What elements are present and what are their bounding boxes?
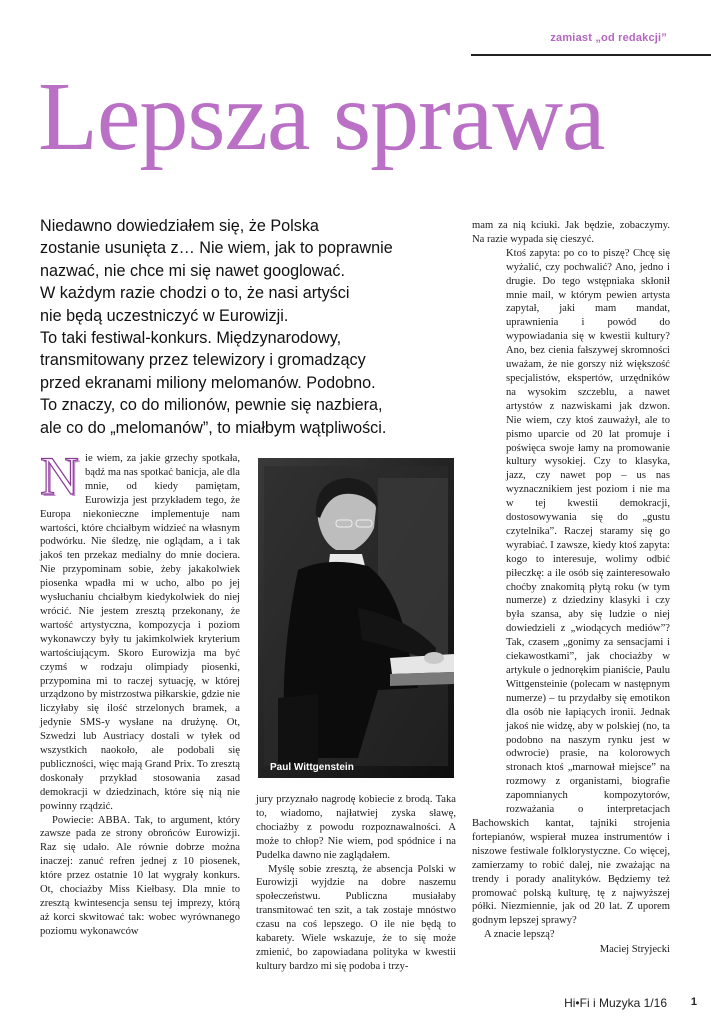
paragraph: jury przyznało nagrodę kobiecie z brodą. Taka to, wiadomo, najłatwiej zyska sławę, chociażby z powodu rozpoznawalności. A może to chłop? Nie wiem, pod spódnice i na Pudelka dawno nie zaglądałem. [256,794,456,861]
header-rule [471,54,711,56]
magazine-issue-footer: Hi•Fi i Muzyka 1/16 [564,996,667,1010]
lead-line: To znaczy, co do milionów, pewnie się nazbiera, [40,396,383,415]
lead-line: Niedawno dowiedziałem się, że Polska [40,217,319,235]
section-label: zamiast „od redakcji” [550,32,667,44]
lead-line: przed ekranami miliony melomanów. Podobno. [40,373,376,392]
lead-line: ale co do „melomanów”, to miałbym wątpliwości. [40,418,387,437]
lead-line: zostanie usunięta z… Nie wiem, jak to poprawnie [40,239,393,258]
paragraph: Myślę sobie zresztą, że absencja Polski w Eurowizji wyjdzie na dobre naszemu społeczeństwu. Publiczna musiałaby transmitować ten szit, a tak zostaje mnóstwo czasu na coś lepszego. O ile nie będą to kabarety. Wiele wskazuje, że to się może zmienić, bo zapowiadana polityka w kwestii kultury bardzo mi się podoba i trzy- [256,863,456,972]
paragraph-text: ie wiem, za jakie grzechy spotkała, bądź ma nas spotkać banicja, ale dla mnie, od kiedy pamiętam, Eurowizja jest przykładem tego, że Europa niekonieczne implementuje nam wartości, które chciałbym widzieć na własnym podwórku. Nie śledzę, nie oglądam, a i tak jakoś ten przekaz medialny do mnie dociera. Nie przypominam sobie, żeby jakakolwiek piosenka wpadła mi w ucho, albo po jej wysłuchaniu chciałbym kiedykolwiek do niej wrócić. Nie jestem zresztą przekonany, że wartość artystyczna, kompozycja i poziom wykonawczy były tu jakimkolwiek kryterium wartościującym. Skoro Eurowizja ma być czymś w rodzaju olimpiady piosenki, przypomina mi to raczej sytuację, w której urządzono by mistrzostwa piłkarskie, gdzie nie liczyłaby się ilość strzelonych bramek, a jedynie SMS-y wysłane na drużynę. Ot, Szwedzi lub Austriacy dostali w tyłek od wszystkich naokoło, ale podobali się publiczności, więc mają Grand Prix. To zresztą doskonały przykład stosowania zasad demokracji w dziedzinach, które się nią nie powinny rządzić. [40,453,240,812]
paragraph: A znacie lepszą? [484,929,555,941]
article-column-2 [256,793,456,974]
photo-paul-wittgenstein [258,458,454,778]
lead-line: W każdym razie chodzi o to, że nasi artyści [40,284,350,303]
paragraph: mam za nią kciuki. Jak będzie, zobaczymy. Na razie wypada się cieszyć. [472,220,670,245]
paragraph: Powiecie: ABBA. Tak, to argument, który zawsze pada ze strony obrońców Eurowizji. Raz się udało. Ale równie dobrze można inaczej: zanuć refren jednej z 10 piosenek, które przez ostatnie 10 lat wygrały konkurs. Ot, chociażby Miss Kiełbasy. Dla mnie to zresztą kwintesencja sensu tej imprezy, którą aż korci skwitować tak: wobec wyrównanego poziomu wykonawców [40,814,240,937]
paragraph: Ktoś zapyta: po co to piszę? Chcę się wyżalić, czy pochwalić? Ano, jedno i drugie. Do tego wstępniaka skłonił mnie mail, w którym pewien artysta zapytał, jaki mam mandat, uprawnienia i powód do wypowiadania się w kwestii kultury? Ano, bez cienia fałszywej skromności uważam, że nie gorszy niż większość specjalistów, ekspertów, urzędników na wysokim szczeblu, a nawet artystów z nazwiskami jak dzwon. Nie wiem, czy ktoś zauważył, ale to pismo uparcie od 20 lat promuje i poświęca swoje łamy na promowanie kultury wysokiej. Czy to klasyka, jazz, czy nawet pop – us nas wyznacznikiem jest poziom i nie ma w tej kwestii demokracji, dostosowywania się do „gustu czytelnika”. Raczej staramy się go wyrabiać. I zawsze, kiedy ktoś zapyta: kogo to interesuje, wolimy odbić piłeczkę: a ile osób się zainteresowało choćby znakomitą płytą roku (w tym numerze) z dziedziny klasyki i czy była szansa, aby się ludzie o niej dowiedzieli z „wiodących mediów”? Tak, czasem „gonimy za sensacjami i ciekawostkami”, jak chociażby w artykule o jednorękim pianiście, Paulu Wittgensteinie (polecam w następnym numerze) – tu przydałby się emotikon dla osób nie łapiących ironii. Jednak jakoś nie widzę, aby w polskiej (no, ta podobno na naszym rynku jest w odwrocie) prasie, na kolorowych stronach ktoś „marnował miejsce” na rozmowy z organistami, biografie zapomnianych kompozytorów, rozważania o interpretacjach Bachowskich kantat, tajniki strojenia fortepianów, wspierał muzea instrumentów i niszowe festiwale folklorystyczne. Co więcej, zamierzamy to robić dalej, nie zważając na trendy i porady analityków. Będziemy też promować polską kulturę, tę z najwyższej półki. Niezmiennie, jak od 20 lat. Z uporem godnym lepszej sprawy? [472,247,670,927]
pianist-photo-illustration [258,458,454,778]
lead-line: transmitowany przez telewizory i gromadzący [40,351,366,370]
paragraph [40,446,240,814]
article-column-3 [472,219,670,957]
lead-line: To taki festiwal-konkurs. Międzynarodowy, [40,329,342,348]
drop-cap: N [40,446,79,506]
photo-caption: Paul Wittgenstein [270,762,354,773]
lead-line: nie będą uczestniczyć w Eurowizji. [40,306,289,325]
author-signature: Maciej Stryjecki [599,944,670,956]
article-column-1 [40,446,240,939]
text-wrap-spacer [472,247,506,809]
article-title: Lepsza sprawa [38,63,605,171]
article-lead [40,215,455,439]
page-number: 1 [690,996,697,1008]
lead-line: nazwać, nie chce mi się nawet googlować. [40,261,346,280]
